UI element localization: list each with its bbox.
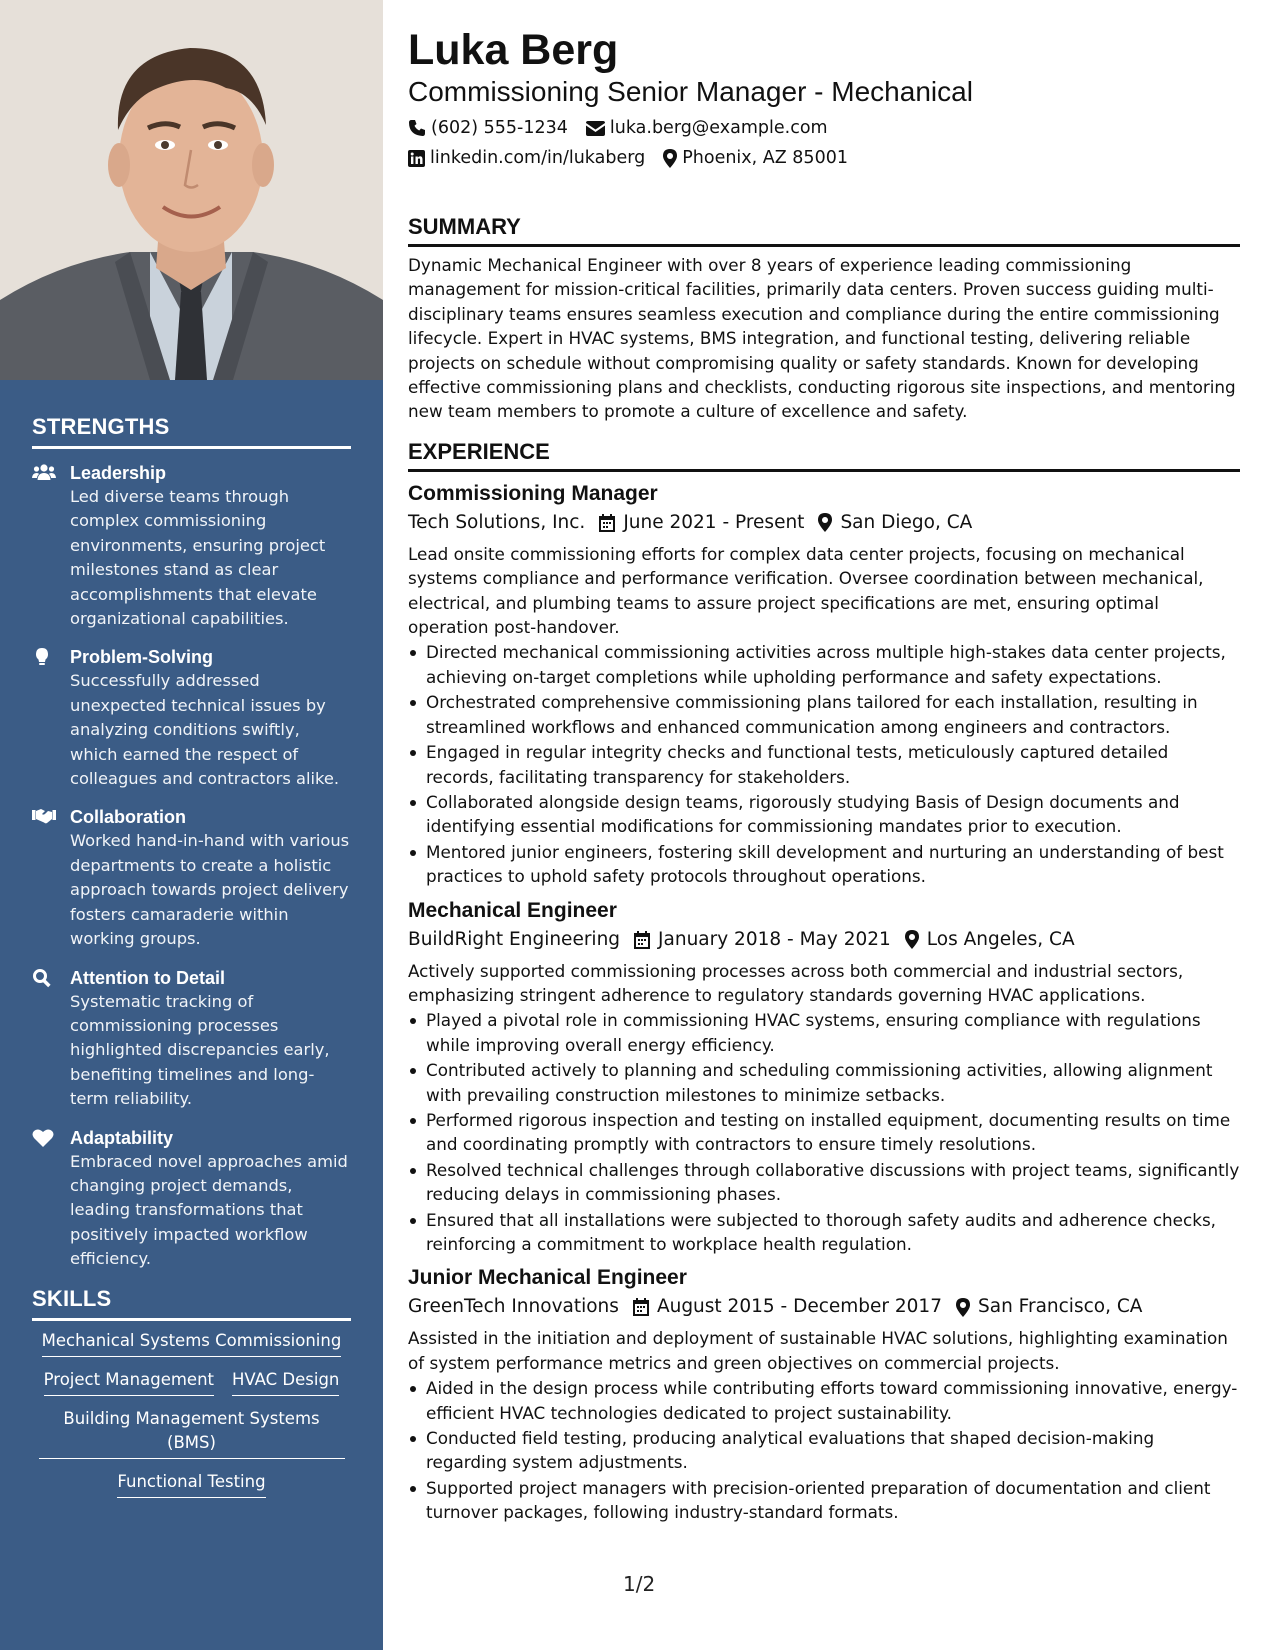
list-item: Collaborated alongside design teams, rigorously studying Basis of Design documents and identifying essential modifications for commissioning mandates prior to execution. bbox=[408, 790, 1240, 839]
job-description: Actively supported commissioning processes across both commercial and industrial sectors, emphasizing stringent adherence to regulatory standards governing HVAC applications. bbox=[408, 960, 1184, 1005]
list-item: Supported project managers with precision-oriented preparation of documentation and client turnover packages, following industry-standard formats. bbox=[408, 1476, 1240, 1525]
map-pin-icon bbox=[818, 513, 832, 532]
list-item: Conducted field testing, producing analytical evaluations that shaped decision-making regarding system adjustments. bbox=[408, 1426, 1240, 1475]
linkedin-text[interactable]: linkedin.com/in/lukaberg bbox=[430, 148, 646, 168]
candidate-name: Luka Berg bbox=[408, 26, 619, 74]
calendar-icon bbox=[599, 514, 615, 532]
strength-description: Successfully addressed unexpected technical issues by analyzing conditions swiftly, which earned the respect of colleagues and contractors alike. bbox=[70, 671, 340, 789]
strengths-heading: STRENGTHS bbox=[32, 414, 351, 449]
job-title: Commissioning Manager bbox=[408, 481, 658, 505]
strength-description: Worked hand-in-hand with various departments to create a holistic approach towards project delivery fosters camaraderie within working groups. bbox=[70, 831, 350, 949]
magnifier-icon bbox=[32, 966, 70, 1112]
job-dates-text: January 2018 - May 2021 bbox=[658, 928, 891, 950]
envelope-icon bbox=[586, 121, 605, 136]
skill-tag: Building Management Systems (BMS) bbox=[39, 1407, 345, 1459]
job-meta bbox=[408, 1294, 1240, 1320]
map-pin-icon bbox=[905, 930, 919, 949]
calendar-icon bbox=[634, 931, 650, 949]
list-item: Directed mechanical commissioning activities across multiple high-stakes data center projects, achieving on-target completions while upholding performance and safety expectations. bbox=[408, 640, 1240, 689]
strength-title: Leadership bbox=[70, 463, 167, 483]
location-text: Phoenix, AZ 85001 bbox=[682, 148, 848, 168]
list-item: Contributed actively to planning and scheduling commissioning activities, allowing alignment with prevailing construction milestones to minimize setbacks. bbox=[408, 1058, 1240, 1107]
contact-row-2 bbox=[408, 147, 1240, 169]
calendar-icon bbox=[633, 1298, 649, 1316]
job-bullets bbox=[408, 1008, 1240, 1256]
summary-text: Dynamic Mechanical Engineer with over 8 years of experience leading commissioning management for mission-critical facilities, primarily data centers. Proven success guiding multi-disciplinary teams ensures seamless execution and compliance during the entire commissioning lifecycle. Expert in HVAC systems, BMS integration, and functional testing, delivering reliable projects on schedule without compromising quality or safety standards. Known for developing effective commissioning plans and checklists, conducting rigorous site inspections, and mentoring new team members to promote a culture of excellence and safety. bbox=[408, 255, 1236, 422]
company-name: BuildRight Engineering bbox=[408, 928, 621, 950]
strength-item bbox=[32, 1126, 351, 1272]
heart-icon bbox=[32, 1126, 70, 1272]
job-bullets bbox=[408, 1376, 1240, 1524]
strengths-list bbox=[32, 461, 351, 1272]
job-dates bbox=[633, 1294, 942, 1320]
strength-title: Adaptability bbox=[70, 1127, 174, 1148]
job-dates-text: August 2015 - December 2017 bbox=[656, 1296, 942, 1318]
email-text[interactable]: luka.berg@example.com bbox=[609, 118, 828, 138]
job-bullets bbox=[408, 640, 1240, 888]
list-item: Ensured that all installations were subjected to thorough safety audits and adherence checks, reinforcing a commitment to workplace health regulation. bbox=[408, 1208, 1240, 1257]
job-location-text: Los Angeles, CA bbox=[926, 928, 1075, 950]
list-item: Aided in the design process while contributing efforts toward commissioning innovative, energy-efficient HVAC technologies dedicated to project sustainability. bbox=[408, 1376, 1240, 1425]
phone-text: (602) 555-1234 bbox=[431, 118, 568, 138]
candidate-title: Commissioning Senior Manager - Mechanical bbox=[408, 76, 973, 107]
strength-title: Attention to Detail bbox=[70, 967, 225, 988]
page-number: 1/2 bbox=[623, 1572, 656, 1596]
linkedin-contact[interactable] bbox=[408, 147, 645, 169]
strength-description: Led diverse teams through complex commissioning environments, ensuring project milestones stand as clear accomplishments that elevate organizational capabilities. bbox=[70, 487, 326, 629]
job-meta bbox=[408, 927, 1240, 953]
strength-title: Problem-Solving bbox=[70, 647, 214, 668]
profile-photo bbox=[0, 0, 383, 380]
strength-description: Embraced novel approaches amid changing project demands, leading transformations that positively impacted workflow efficiency. bbox=[70, 1151, 348, 1269]
strength-item bbox=[32, 645, 351, 791]
list-item: Played a pivotal role in commissioning HVAC systems, ensuring compliance with regulations while improving overall energy efficiency. bbox=[408, 1008, 1240, 1057]
skill-tag: Mechanical Systems Commissioning bbox=[42, 1329, 342, 1357]
strength-item bbox=[32, 461, 351, 631]
job-dates-text: June 2021 - Present bbox=[623, 511, 805, 533]
contact-row bbox=[408, 117, 1240, 139]
phone-contact bbox=[408, 117, 568, 139]
list-item: Orchestrated comprehensive commissioning plans tailored for each installation, resulting in streamlined workflows and enhanced communication among engineers and contractors. bbox=[408, 690, 1240, 739]
people-group-icon bbox=[32, 461, 70, 631]
strength-item bbox=[32, 966, 351, 1112]
phone-icon bbox=[408, 119, 426, 137]
map-pin-icon bbox=[663, 149, 677, 168]
job-entry bbox=[408, 1264, 1240, 1524]
strength-item bbox=[32, 805, 351, 951]
job-dates bbox=[634, 927, 891, 953]
map-pin-icon bbox=[956, 1298, 970, 1317]
job-title: Mechanical Engineer bbox=[408, 898, 617, 922]
job-location-text: San Francisco, CA bbox=[977, 1296, 1143, 1318]
job-description: Assisted in the initiation and deployment of sustainable HVAC solutions, highlighting examination of system performance metrics and green objectives on commercial projects. bbox=[408, 1328, 1228, 1373]
skill-tag: Functional Testing bbox=[117, 1470, 265, 1498]
job-title: Junior Mechanical Engineer bbox=[408, 1266, 687, 1290]
job-description: Lead onsite commissioning efforts for complex data center projects, focusing on mechanical systems compliance and performance verification. Oversee coordination between mechanical, electrical, and plumbing teams to assure project specifications are met, ensuring optimal operation post-handover. bbox=[408, 543, 1204, 638]
list-item: Mentored junior engineers, fostering skill development and nurturing an understanding of best practices to uphold safety protocols throughout operations. bbox=[408, 840, 1240, 889]
job-location bbox=[956, 1294, 1142, 1320]
company-name: GreenTech Innovations bbox=[408, 1296, 619, 1318]
list-item: Resolved technical challenges through collaborative discussions with project teams, significantly reducing delays in commissioning phases. bbox=[408, 1158, 1240, 1207]
handshake-icon bbox=[32, 805, 70, 951]
job-entry bbox=[408, 897, 1240, 1257]
list-item: Performed rigorous inspection and testing on installed equipment, documenting results on time and coordinating promptly with contractors to ensure timely resolutions. bbox=[408, 1108, 1240, 1157]
sidebar bbox=[0, 0, 383, 1650]
job-meta bbox=[408, 510, 1240, 536]
job-location-text: San Diego, CA bbox=[840, 511, 973, 533]
strength-title: Collaboration bbox=[70, 807, 186, 828]
skills-list bbox=[32, 1329, 351, 1498]
location-contact bbox=[663, 147, 848, 169]
email-contact[interactable] bbox=[586, 117, 828, 139]
skill-tag: Project Management bbox=[44, 1368, 214, 1396]
skill-tag: HVAC Design bbox=[232, 1368, 339, 1396]
job-location bbox=[818, 510, 972, 536]
job-location bbox=[905, 927, 1075, 953]
company-name: Tech Solutions, Inc. bbox=[408, 511, 586, 533]
job-entry bbox=[408, 480, 1240, 889]
job-dates bbox=[599, 510, 804, 536]
summary-heading: SUMMARY bbox=[408, 213, 1240, 247]
list-item: Engaged in regular integrity checks and functional tests, meticulously captured detailed records, facilitating transparency for stakeholders. bbox=[408, 740, 1240, 789]
skills-heading: SKILLS bbox=[32, 1286, 351, 1321]
lightbulb-icon bbox=[32, 645, 70, 791]
experience-heading: EXPERIENCE bbox=[408, 438, 1240, 472]
strength-description: Systematic tracking of commissioning processes highlighted discrepancies early, benefiting timelines and long-term reliability. bbox=[70, 991, 330, 1109]
main-content bbox=[408, 0, 1240, 1526]
linkedin-icon bbox=[408, 150, 425, 167]
